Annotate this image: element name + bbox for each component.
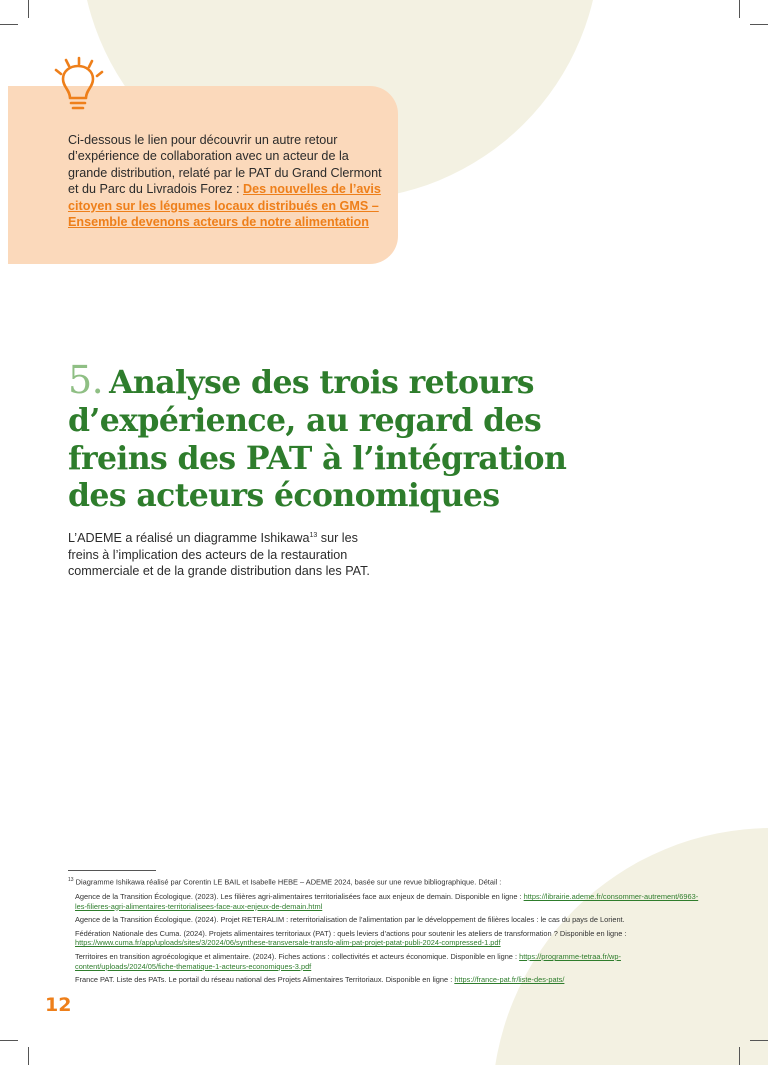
callout-text <box>68 132 383 230</box>
crop-mark <box>0 1040 18 1041</box>
crop-mark <box>750 24 768 25</box>
footnote-item-text: Fédération Nationale des Cuma. (2024). Projets alimentaires territoriaux (PAT) : quels leviers d’actions pour soutenir les ateliers de transformation ? Disponible en ligne : <box>75 928 627 938</box>
footnote-item-text: Agence de la Transition Écologique. (2024). Projet RETERALIM : reterritorialisation de l’alimentation par le développement de filières locales : le cas du pays de Lorient. <box>75 915 625 925</box>
footnote-item-text: Territoires en transition agroécologique et alimentaire. (2024). Fiches actions : collectivités et acteurs économique. Disponible en ligne : <box>75 952 520 962</box>
callout-body: Ci-dessous le lien pour découvrir un autre retour d’expérience de collaboration avec un acteur de la grande distribution, relaté par le PAT du Grand Clermont et du Parc du Livradois Forez : <box>68 133 382 197</box>
footnote-item <box>75 915 708 925</box>
footnote-item-text: France PAT. Liste des PATs. Le portail du réseau national des Projets Alimentaires Territoriaux. Disponible en ligne : <box>75 975 455 985</box>
crop-mark <box>28 0 29 18</box>
section-heading <box>68 358 628 515</box>
page-number: 12 <box>45 994 72 1016</box>
crop-mark <box>739 0 740 18</box>
footnote-reference: 13 <box>309 532 318 539</box>
intro-text-before: L’ADEME a réalisé un diagramme Ishikawa <box>68 531 310 546</box>
footnote-intro-text: Diagramme Ishikawa réalisé par Corentin LE BAIL et Isabelle HEBE – ADEME 2024, basée sur une revue bibliographique. Détail : <box>73 877 502 887</box>
footnote-intro <box>68 876 708 887</box>
section-title: Analyse des trois retours d’expérience, au regard des freins des PAT à l’intégration des acteurs économiques <box>68 364 567 515</box>
lightbulb-icon <box>46 52 110 116</box>
footnote-separator <box>68 870 156 871</box>
section-number: 5. <box>68 358 104 402</box>
footnote-link[interactable]: https://france-pat.fr/liste-des-pats/ <box>454 975 565 985</box>
footnote-link[interactable]: https://programme-tetraa.fr/wp-content/uploads/2024/05/fiche-thematique-1-acteurs-economiques-3.pdf <box>75 952 621 971</box>
footnote-item <box>75 952 708 971</box>
callout-link[interactable]: Des nouvelles de l’avis citoyen sur les légumes locaux distribués en GMS – Ensemble devenons acteurs de notre alimentation <box>68 182 381 230</box>
crop-mark <box>739 1047 740 1065</box>
footnote-link[interactable]: https://www.cuma.fr/app/uploads/sites/3/2024/06/synthese-transversale-transfo-alim-pat-projet-patat-publi-2024-compressed-1.pdf <box>75 938 501 948</box>
footnote-item-text: Agence de la Transition Écologique. (2023). Les filières agri-alimentaires territorialisées face aux enjeux de demain. Disponible en ligne : <box>75 892 524 902</box>
crop-mark <box>750 1040 768 1041</box>
footnote-item <box>75 929 708 948</box>
footnote-number: 13 <box>68 877 74 883</box>
footnote-item <box>75 975 708 985</box>
intro-paragraph <box>68 528 388 579</box>
footnotes <box>68 876 708 989</box>
footnote-link[interactable]: https://librairie.ademe.fr/consommer-autrement/6963-les-filieres-agri-alimentaires-territorialisees-face-aux-enjeux-de-demain.html <box>75 892 699 911</box>
crop-mark <box>0 24 18 25</box>
crop-mark <box>28 1047 29 1065</box>
intro-text-after: sur les freins à l’implication des acteurs de la restauration commerciale et de la grande distribution dans les PAT. <box>68 531 370 578</box>
footnote-item <box>75 892 708 911</box>
